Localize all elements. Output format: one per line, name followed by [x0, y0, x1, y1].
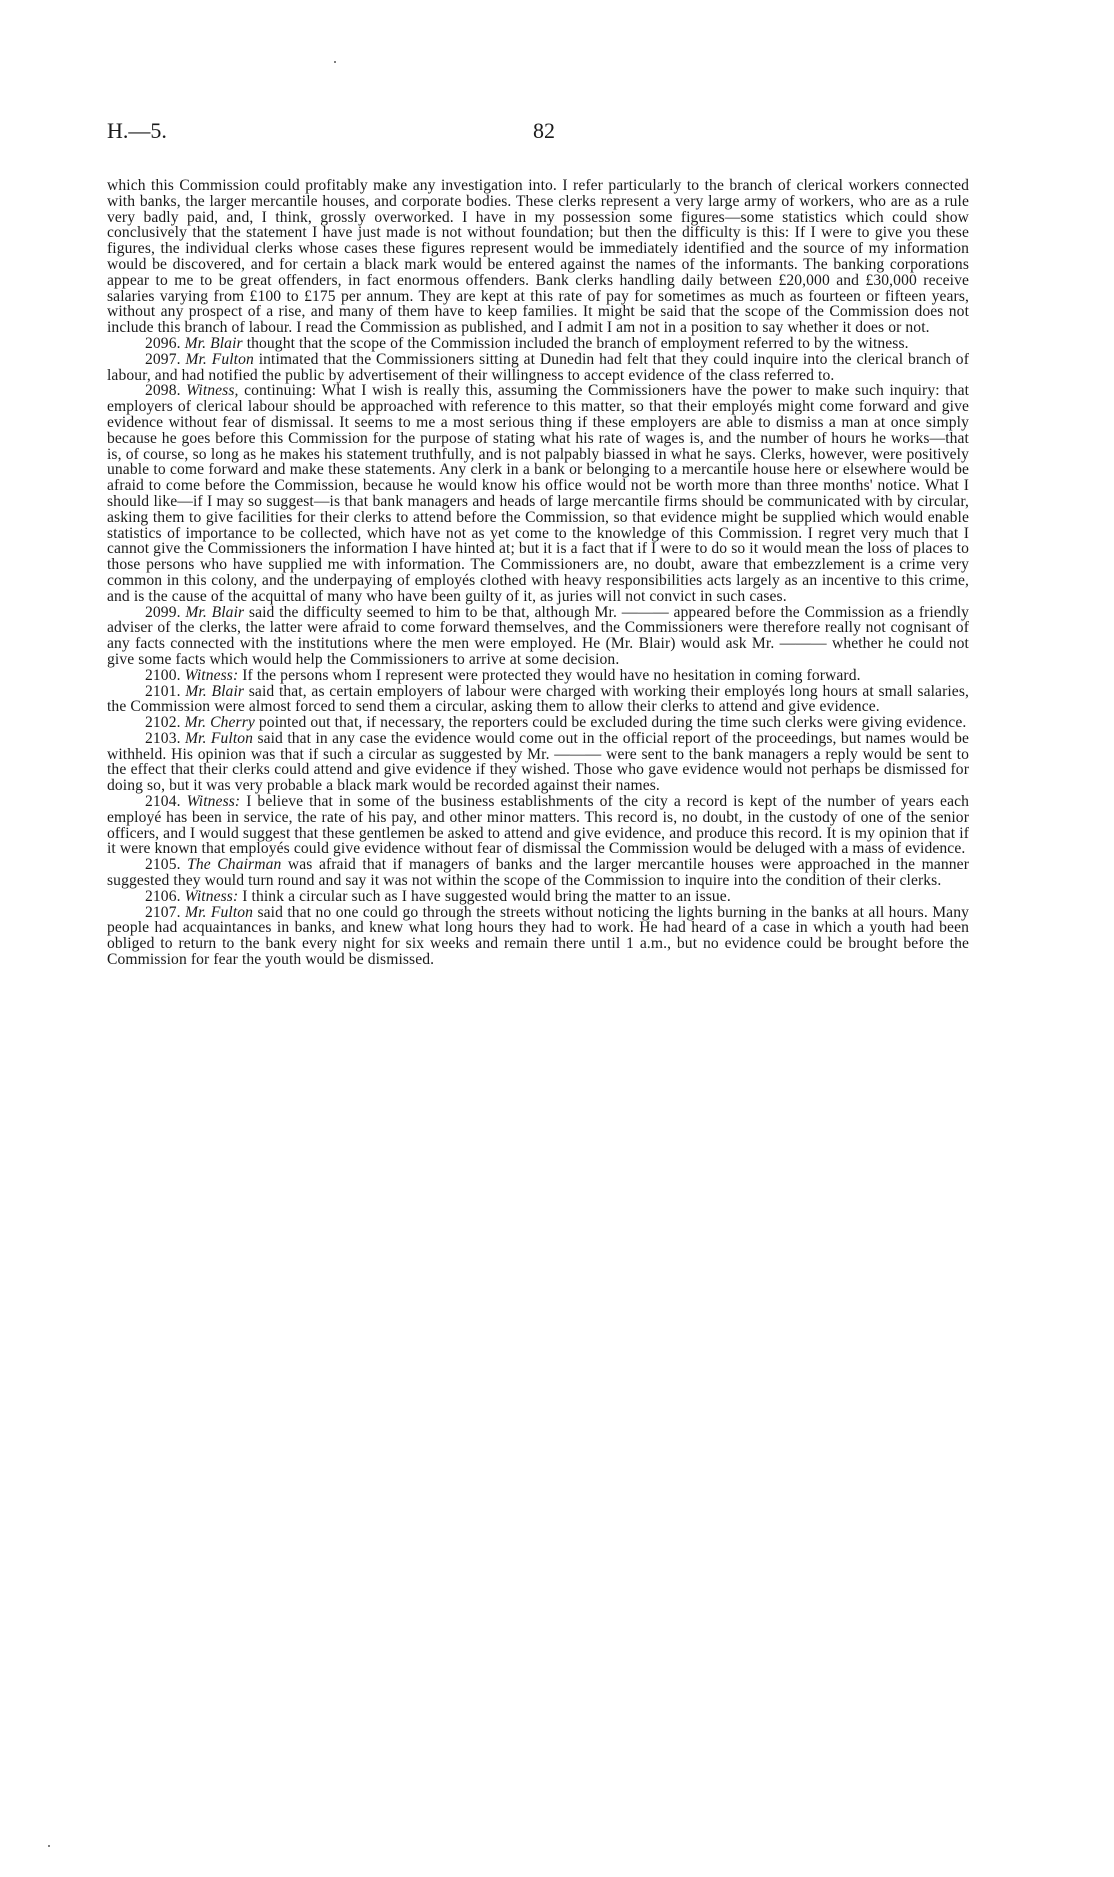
paragraph	[107, 889, 969, 905]
paragraph-text: If the persons whom I represent were protected they would have no hesitation in coming forward.	[242, 666, 861, 684]
speaker-name: Witness:	[184, 666, 239, 684]
document-page	[107, 118, 969, 968]
paragraph-number: 2107.	[145, 903, 181, 921]
speaker-name: The Chairman	[187, 856, 282, 874]
paragraph-number: 2104.	[145, 793, 181, 811]
page-number: 82	[533, 118, 555, 143]
paragraph	[107, 336, 969, 352]
paragraph-text: was afraid that if managers of banks and the larger mercantile houses were approached in the manner suggested they would turn round and say it was not within the scope of the Commission to inquire into the condition of their clerks.	[107, 856, 969, 890]
paragraph-text: intimated that the Commissioners sitting at Dunedin had felt that they could inquire into the clerical branch of labour, and had notified the public by advertisement of their willingness to accept evidence of the class referred to.	[107, 350, 969, 384]
paragraph-number: 2096.	[145, 334, 181, 352]
paragraph-number: 2106.	[145, 887, 181, 905]
paragraph-text: continuing: What I wish is really this, assuming the Commissioners have the power to make such inquiry: that employers of clerical labour should be approached with reference to this matter, so that their employés might come forward and give evidence without fear of dismissal. It seems to me a most serious thing if these employers are able to dismiss a man at once simply because he goes before this Commission for the purpose of stating what his rate of wages is, and the number of hours he works—that is, of course, so long as he makes his statement truthfully, and is not palpably biassed in what he says. Clerks, however, were positively unable to come forward and make these statements. Any clerk in a bank or belonging to a mercantile house here or elsewhere would be afraid to come before the Commission, because he would know his office would not be worth more than three months' notice. What I should like—if I may so suggest—is that bank managers and heads of large mercantile firms should be communicated with by circular, asking them to give facilities for their clerks to attend before the Commission, so that evidence might be supplied which would enable statistics of importance to be collected, which have not as yet come to the knowledge of this Commission. I regret very much that I cannot give the Commissioners the information I have hinted at; but it is a fact that if I were to do so it would mean the loss of places to those persons who have supplied me with information. The Commissioners are, no doubt, aware that embezzlement is a crime very common in this colony, and the underpaying of employés clothed with heavy responsibilities acts largely as an incentive to this crime, and is the cause of the acquittal of many who have been guilty of it, as juries will not convict in such cases.	[107, 382, 970, 605]
scan-speck-bottom	[48, 1845, 50, 1847]
continued-paragraph	[107, 178, 969, 336]
paragraph	[107, 383, 969, 604]
speaker-name: Mr. Blair	[185, 603, 245, 621]
speaker-name: Mr. Fulton	[184, 729, 254, 747]
paragraph-text: said that in any case the evidence would come out in the official report of the proceedings, but names would be withheld. His opinion was that if such a circular as suggested by Mr. ——— were sent to the bank managers a reply would be sent to the effect that their clerks could attend and give evidence if they wished. Those who gave evidence would not perhaps be dismissed for doing so, but it was very probable a black mark would be recorded against their names.	[107, 729, 969, 795]
paragraph-text: thought that the scope of the Commission included the branch of employment referred to by the witness.	[246, 334, 909, 352]
paragraph-number: 2102.	[145, 714, 181, 732]
paragraph	[107, 731, 969, 794]
paragraph	[107, 684, 969, 716]
speaker-name: Mr. Blair	[184, 334, 243, 352]
paragraph	[107, 352, 969, 384]
paragraph	[107, 715, 969, 731]
paragraph-text: said that no one could go through the streets without noticing the lights burning in the banks at all hours. Many people had acquaintances in banks, and knew what long hours they had to work. He had heard of a case in which a youth had been obliged to return to the bank every night for six weeks and remain there until 1 a.m., but no evidence could be brought before the Commission for fear the youth would be dismissed.	[107, 903, 969, 969]
paragraph	[107, 605, 969, 668]
document-reference: H.—5.	[107, 118, 167, 143]
paragraph	[107, 857, 969, 889]
speaker-name: Mr. Cherry	[184, 714, 255, 732]
speaker-name: Mr. Blair	[185, 682, 245, 700]
paragraph-number: 2099.	[145, 603, 181, 621]
speaker-name: Witness:	[184, 887, 239, 905]
paragraph-number: 2101.	[145, 682, 181, 700]
scan-speck-top	[334, 61, 336, 63]
page-body	[107, 178, 969, 968]
paragraph-text: said that, as certain employers of labour were charged with working their employés long hours at small salaries, the Commission were almost forced to send them a circular, asking them to allow their clerks to attend and give evidence.	[107, 682, 969, 716]
paragraph	[107, 668, 969, 684]
page-header	[107, 118, 969, 148]
paragraph-text: pointed out that, if necessary, the reporters could be excluded during the time such clerks were giving evidence.	[258, 714, 967, 732]
paragraph-text: I believe that in some of the business establishments of the city a record is kept of the number of years each employé has been in service, the rate of his pay, and other minor matters. This record is, no doubt, in the custody of one of the senior officers, and I would suggest that these gentlemen be asked to attend and give evidence, and produce this record. It is my opinion that if it were known that employés could give evidence without fear of dismissal the Commission would be deluged with a mass of evidence.	[107, 793, 970, 858]
paragraph	[107, 794, 969, 857]
paragraph-number: 2100.	[145, 666, 181, 684]
paragraph-text: said the difficulty seemed to him to be that, although Mr. ——— appeared before the Commission as a friendly adviser of the clerks, the latter were afraid to come forward themselves, and the Commissioners were therefore really not cognisant of any facts connected with the institutions where the men were employed. He (Mr. Blair) would ask Mr. ——— whether he could not give some facts which would help the Commissioners to arrive at some decision.	[107, 603, 970, 668]
paragraph-number: 2105.	[145, 856, 181, 874]
paragraph-number: 2103.	[145, 729, 181, 747]
paragraph	[107, 905, 969, 968]
speaker-name: Mr. Fulton	[184, 903, 254, 921]
paragraph-number: 2097.	[145, 350, 181, 368]
speaker-name: Witness:	[186, 793, 241, 811]
paragraph-number: 2098.	[145, 382, 181, 400]
paragraph-text: I think a circular such as I have suggested would bring the matter to an issue.	[242, 887, 731, 905]
speaker-name: Witness,	[186, 382, 239, 400]
speaker-name: Mr. Fulton	[185, 350, 254, 368]
paragraph-text: which this Commission could profitably make any investigation into. I refer particularly to the branch of clerical workers connected with banks, the larger mercantile houses, and corporate bodies. These clerks represent a very large army of workers, who are as a rule very badly paid, and, I think, grossly overworked. I have in my possession some figures—some statistics which could show conclusively that the statement I have just made is not without foundation; but then the difficulty is this: If I were to give you these figures, the individual clerks whose cases these figures represent would be immediately identified and the source of my information would be discovered, and for certain a black mark would be entered against the names of the informants. The banking corporations appear to me to be great offenders, in fact enormous offenders. Bank clerks handling daily between £20,000 and £30,000 receive salaries varying from £100 to £175 per annum. They are kept at this rate of pay for sometimes as much as fourteen or fifteen years, without any prospect of a rise, and many of them have to keep families. It might be said that the scope of the Commission does not include this branch of labour. I read the Commission as published, and I admit I am not in a position to say whether it does or not.	[107, 177, 969, 337]
